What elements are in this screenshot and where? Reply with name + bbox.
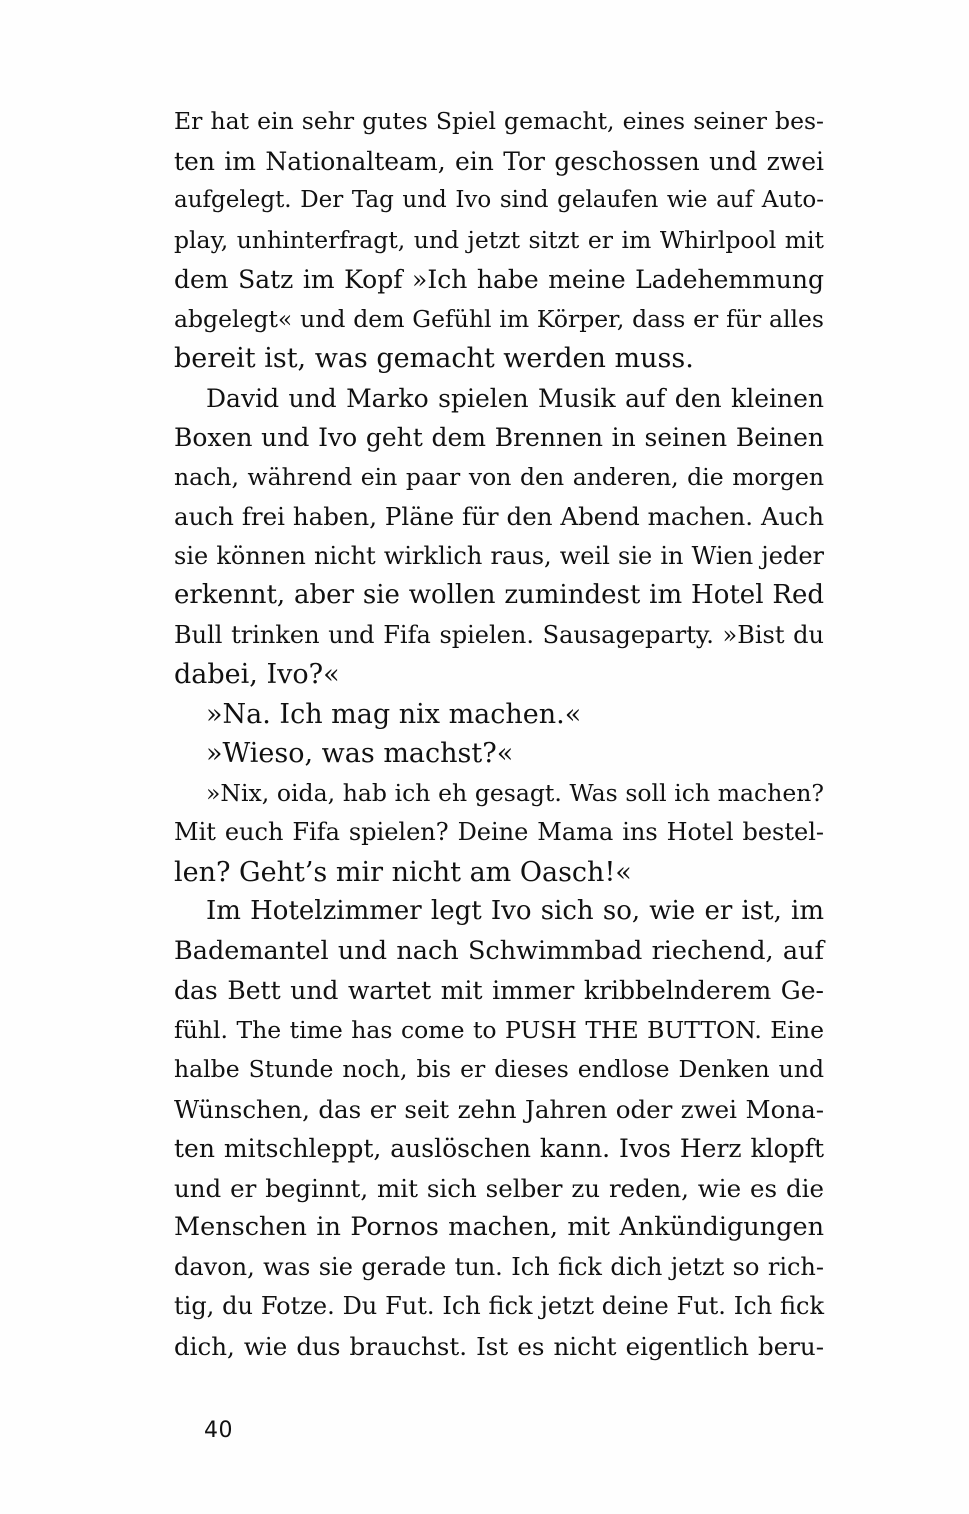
text-line: »Na. Ich mag nix machen.« bbox=[206, 698, 582, 730]
text-line: sie können nicht wirklich raus, weil sie in Wien jeder bbox=[174, 541, 824, 570]
text-line: bereit ist, was gemacht werden muss. bbox=[174, 343, 694, 374]
text-line: erkennt, aber sie wollen zumindest im Hotel Red bbox=[174, 580, 824, 610]
text-line: »Wieso, was machst?« bbox=[206, 738, 514, 769]
text-line: len? Geht’s mir nicht am Oasch!« bbox=[174, 856, 632, 888]
text-line: dabei, Ivo?« bbox=[174, 659, 340, 690]
text-line: auch frei haben, Pläne für den Abend machen. Auch bbox=[174, 502, 824, 531]
body-text bbox=[174, 102, 824, 1366]
text-line: Wünschen, das er seit zehn Jahren oder zwei Mona- bbox=[174, 1094, 824, 1124]
text-line: davon, was sie gerade tun. Ich fick dich jetzt so rich- bbox=[174, 1252, 824, 1281]
text-line: Bademantel und nach Schwimmbad riechend, auf bbox=[174, 935, 824, 966]
text-line: tig, du Fotze. Du Fut. Ich fick jetzt deine Fut. Ich fick bbox=[174, 1292, 824, 1320]
text-line: Im Hotelzimmer legt Ivo sich so, wie er ist, im bbox=[206, 896, 824, 926]
text-line: Er hat ein sehr gutes Spiel gemacht, eines seiner bes- bbox=[174, 107, 824, 135]
text-line: Menschen in Pornos machen, mit Ankündigungen bbox=[174, 1212, 824, 1242]
text-line: Boxen und Ivo geht dem Brennen in seinen Beinen bbox=[174, 423, 824, 452]
text-line: nach, während ein paar von den anderen, die morgen bbox=[174, 462, 824, 491]
text-line: Mit euch Fifa spielen? Deine Mama ins Hotel bestel- bbox=[174, 818, 824, 846]
text-line: aufgelegt. Der Tag und Ivo sind gelaufen wie auf Auto- bbox=[174, 187, 824, 213]
text-line: fühl. The time has come to PUSH THE BUTTON. Eine bbox=[174, 1015, 824, 1044]
text-line: das Bett und wartet mit immer kribbelnderem Ge- bbox=[174, 976, 824, 1005]
text-line: halbe Stunde noch, bis er dieses endlose Denken und bbox=[174, 1055, 824, 1083]
text-line: dem Satz im Kopf »Ich habe meine Ladehemmung bbox=[174, 265, 824, 294]
text-line: David und Marko spielen Musik auf den kleinen bbox=[206, 383, 824, 413]
text-line: ten mitschleppt, auslöschen kann. Ivos Herz klopft bbox=[174, 1134, 824, 1163]
text-line: Bull trinken und Fifa spielen. Sausageparty. »Bist du bbox=[174, 620, 824, 649]
text-line: play, unhinterfragt, und jetzt sitzt er im Whirlpool mit bbox=[174, 225, 824, 254]
page-number: 40 bbox=[204, 1418, 233, 1443]
text-line: »Nix, oida, hab ich eh gesagt. Was soll ich machen? bbox=[206, 778, 824, 807]
text-line: abgelegt« und dem Gefühl im Körper, dass er für alles bbox=[174, 304, 824, 333]
text-line: und er beginnt, mit sich selber zu reden, wie es die bbox=[174, 1173, 824, 1203]
text-line: ten im Nationalteam, ein Tor geschossen und zwei bbox=[174, 146, 824, 176]
text-line: dich, wie dus brauchst. Ist es nicht eigentlich beru- bbox=[174, 1331, 824, 1361]
